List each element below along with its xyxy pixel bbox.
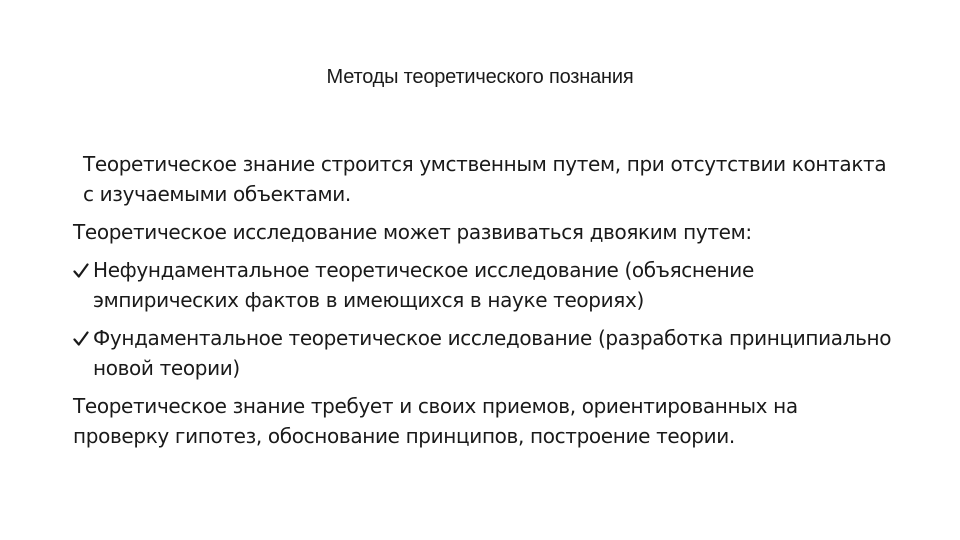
checkmark-icon bbox=[73, 255, 91, 283]
slide-title: Методы теоретического познания bbox=[326, 66, 634, 88]
bullet-item-fundamental bbox=[73, 323, 893, 383]
bullet-text: Нефундаментальное теоретическое исследование (объяснение эмпирических фактов в имеющихся в науке теориях) bbox=[93, 258, 754, 312]
paragraph-research-paths: Теоретическое исследование может развиваться двояким путем: bbox=[73, 220, 752, 244]
bullet-text: Фундаментальное теоретическое исследование (разработка принципиально новой теории) bbox=[93, 326, 892, 380]
paragraph-theoretical-knowledge: Теоретическое знание строится умственным путем, при отсутствии контакта с изучаемыми объектами. bbox=[83, 152, 887, 206]
bullet-item-nonfundamental bbox=[73, 255, 893, 315]
paragraph-closing: Теоретическое знание требует и своих приемов, ориентированных на проверку гипотез, обоснование принципов, построение теории. bbox=[73, 394, 798, 448]
slide-body bbox=[73, 149, 893, 459]
checkmark-icon bbox=[73, 323, 91, 351]
